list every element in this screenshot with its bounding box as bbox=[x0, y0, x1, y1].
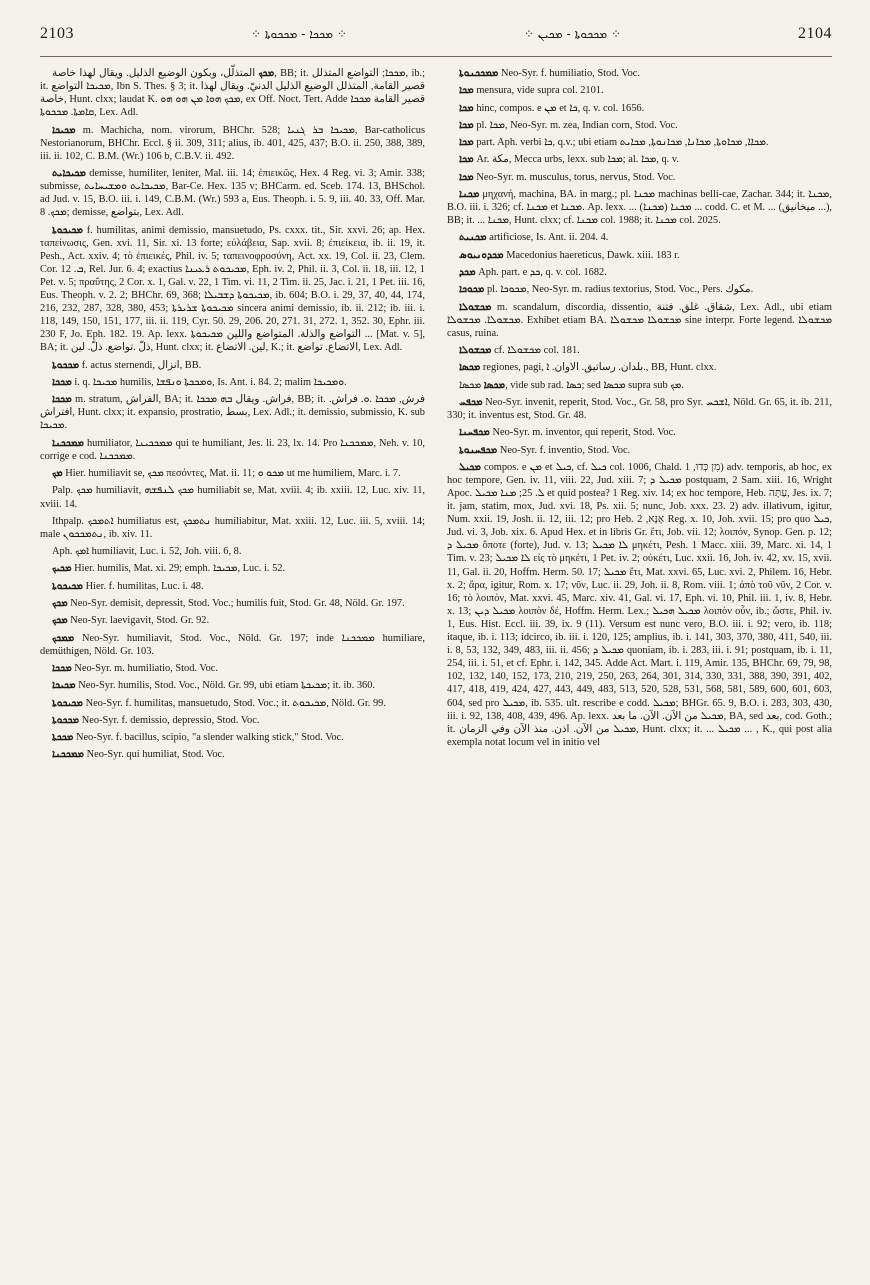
entry-headword: ܡܡܟܟ bbox=[52, 632, 75, 644]
entry-text: Neo-Syr. m. humiliatio, Stod. Voc. bbox=[74, 662, 219, 674]
dictionary-entry bbox=[40, 662, 425, 675]
entry-headword: ܡܟܟܘܬܐ bbox=[52, 714, 80, 726]
dictionary-entry bbox=[40, 748, 425, 761]
dictionary-entry bbox=[447, 67, 832, 80]
entry-headword: ܡܟܝܟܐܝܬ bbox=[52, 168, 86, 180]
entry-text: Neo-Syr. f. humiliatio, Stod. Voc. bbox=[500, 68, 640, 79]
entry-headword: ܡܟܝܟܘܬܐ bbox=[52, 580, 83, 592]
entry-headword: ܡܟ bbox=[52, 468, 63, 480]
entry-text: المتذلّل، وبكون الوضيع الذليل. ويقال لهذا خاصة, BB; it. ܡܟܟܐ; التواضع المتذلل, ib.; it. ܡܟܝܟܐ التواضع, Ibn S. Thes. § 3; it. قصير القامة, المتذلل الوضيع الذليل الدنيّ. ويقال لهذا خاصة, Hunt. clxx; laudat K. ܡܟܟ ܗܘܐ ܡܢ ܗܘ ܗܘ, ex Off. Noct. Tert. Adde قصير القامة ܡܟܟܐ ܩܐܡܬܐ. ܡܟܟܘܬܐ, Lex. Adl. bbox=[40, 68, 426, 119]
entry-text: pl. ܡܟܐ, Neo-Syr. m. zea, Indian corn, Stod. Voc. bbox=[476, 119, 678, 131]
entry-headword: ܡܟܐ bbox=[459, 85, 474, 97]
dictionary-entry bbox=[447, 84, 832, 97]
entry-text: Aph. ܐܡܟ humiliavit, Luc. i. 52, Joh. viii. 6, 8. bbox=[52, 546, 242, 558]
dictionary-entry bbox=[447, 171, 832, 184]
entry-text: μηχανή, machina, BA. in marg.; pl. ܡܟܢܐ machinas belli-cae, Zachar. 344; it. ܡܟܢܐ, B.O. iii. i. 326; cf. ܡܟܢܐ et ܡܟܢܐ. Ap. lexx. ... ܡܟܢܐ (ܡܟܢܐ) ... codd. C. et M. ... (ميخانيق ...), BB; it. ... ܡܟܢܐ, Hunt. clxx; cf. ܡܟܢܐ col. 1988; it. ܡܟܢܐ col. 2025. bbox=[447, 188, 832, 227]
dictionary-entry bbox=[40, 731, 425, 744]
entry-headword: ܡܟܣܐ bbox=[459, 362, 481, 374]
entry-headword: ܡܟܐ bbox=[459, 119, 474, 131]
entry-text: Hier. f. humilitas, Luc. i. 48. bbox=[85, 580, 204, 592]
entry-text: m. Machicha, nom. virorum, BHChr. 528; ܡܟܝܟܐ ܒܪ ܓܢܝܐ, Bar-catholicus Nestorianorum, BHChr. Eccl. § ii. 309, 311; alius, ib. 401, 425, 437; B.O. ii. 250, 388, 389, iii. ii. 102, C. B.M. (Wr.) 106 b, C.B.V. ii. 492. bbox=[40, 124, 425, 162]
dictionary-page bbox=[0, 12, 870, 1285]
entry-text: mensura, vide supra col. 2101. bbox=[476, 85, 604, 97]
entry-headword: ܡܟܟܐ bbox=[52, 394, 72, 406]
entry-text: Macedonius haereticus, Dawk. xiii. 183 r. bbox=[506, 249, 680, 261]
entry-text: ܡܟܣܐ, vide sub rad. ܟܣܐ; sed ܡܟܣܐ supra sub ܡܟ. bbox=[459, 379, 684, 391]
entry-text: Ithpalp. ܐܬܡܟܟ humiliatus est, ܢܬܡܟܟ humiliabitur, Mat. xxiii. 12, Luc. iii. 5, xviii. 14; male ܢܬܡܟܟܘܢ, ib. xiv. 11. bbox=[40, 515, 425, 540]
entry-headword: ܡܟܘܟܐ bbox=[459, 284, 485, 296]
entry-text: Neo-Syr. invenit, reperit, Stod. Voc., Gr. 58, pro Syr. ܐܫܟܚ, Nöld. Gr. 65, it. ib. 211, 330; it. inventus est, Stod. Gr. 48. bbox=[447, 396, 833, 421]
running-title-left: ⁘ ܡܟܟܐ - ܡܟܟܘܬܐ ⁘ bbox=[250, 26, 347, 41]
entry-text: m. scandalum, discordia, dissentio, شقاق. غلق. فتنة, Lex. Adl., ubi etiam ܡܟܫܘܠܐ. ܡܟܫܘܠܐ. Exhibet etiam BA. ܡܟܫܘܠܐ ܡܟܫܘܠܐ sine interpr. Forte legend. ܡܟܫܘܠܐ casus, ruina. bbox=[447, 301, 833, 339]
entry-headword: ܡܟܟ bbox=[258, 68, 275, 79]
entry-headword: ܡܟܟ bbox=[52, 615, 68, 627]
entry-headword: ܡܟܦܚܢܘܬܐ bbox=[459, 444, 498, 456]
dictionary-entry bbox=[447, 426, 832, 439]
entry-text: Neo-Syr. laevigavit, Stod. Gr. 92. bbox=[70, 615, 210, 627]
entry-text: i. q. ܡܟܝܟܐ humilis, ܘܡܟܟܬܐ ܘܢܦܫܐ, Is. Ant. i. 84. 2; malim ܘܡܟܝܟܐ. bbox=[74, 377, 347, 388]
entry-headword: ܡܟܦܚܢܐ bbox=[459, 427, 490, 439]
dictionary-entry bbox=[447, 361, 832, 374]
entry-text: hinc, compos. e ܡܢ et ܟܐ, q. v. col. 1656. bbox=[476, 102, 645, 114]
entry-headword: ܡܟܟ bbox=[52, 598, 68, 609]
running-title-right: ⁘ ܡܟܟܘܬܐ - ܡܟܝܢ ⁘ bbox=[523, 26, 622, 41]
entry-text: Hier. humilis, Mat. xi. 29; emph. ܡܟܝܟܐ, Luc. i. 52. bbox=[74, 563, 286, 575]
entry-text: Neo-Syr. m. inventor, qui reperit, Stod. Voc. bbox=[492, 427, 676, 439]
entry-headword: ܡܟܝܟܘܬܐ bbox=[52, 697, 83, 709]
entry-text: Ar. مكة, Mecca urbs, lexx. sub ܡܟܐ; al. ܡܟܐ, q. v. bbox=[476, 154, 679, 166]
page-number-right: 2104 bbox=[797, 25, 832, 42]
dictionary-entry bbox=[40, 545, 425, 558]
dictionary-entry bbox=[447, 153, 832, 166]
entry-text: Neo-Syr. f. humilitas, mansuetudo, Stod. Voc.; it. ܡܟܝܟܘܬ, Nöld. Gr. 99. bbox=[85, 697, 386, 709]
dictionary-entry bbox=[40, 597, 425, 610]
dictionary-entry bbox=[40, 697, 425, 710]
entry-headword: ܡܡܟܟܢܐ bbox=[52, 749, 84, 761]
entry-headword: ܡܟܫܘܠܐ bbox=[459, 345, 492, 357]
entry-text: regiones, pagi, بلدان. رساتيق. الاوان. ܐ., BB, Hunt. clxx. bbox=[482, 362, 717, 374]
entry-text: f. humilitas, animi demissio, mansuetudo, Ps. cxxx. tit., Sir. xxvi. 26; ap. Hex. ταπείνωσις, Gen. xvi. 11, Sir. xi. 13 forte; εὐλάβεια, Sap. xvii. 8; ἐπιείκεια, ib. ii. 19, it. Pesh., Act. xxiv. 4; τὸ ἐπιεικές, Phil. iv. 5; ταπεινοφροσύνη, Act. xx. 19, Col. ii. 23, Clem. Cor. ܒ. 12, Rel. Jur. 6. 4; exactius ܡܟܝܟܘܬ ܪܥܝܢܐ, Eph. iv. 2, Phil. ii. 3, Col. ii. 18, iii. 12, 1 Pet. v. 5; πραΰτης, 2 Cor. x. 1, Gal. v. 22, 1 Tim. vi. 11, 2 Tim. ii. 25, Jac. i. 21, 1 Pet. iii. 16, Eus. Theoph. v. 2. 2; BHChr. 69, 368; ܡܟܝܟܘܬܐ ܕܫܒܝܠܐ, ib. 604; B.O. i. 29, 37, 40, 44, 174, 216, 232, 287, 328, 380, 453; ܡܟܝܟܘܬܐ ܫܪܝܪܬܐ sincera animi demissio, ib. ii. 212; ib. iii. i. 118, 149, 150, 151, 177, iii. ii. 119, Cyr. 50. 29, 206. 20, 271. 31, 272. 1, 352. 30, Ephr. iii. 230 F, Jo. Eph. 182. 19. Ap. lexx. التواضع والذلة. المتواضع واللين ܡܟܝܟܘܬܐ ... [Mat. v. 5], BA; it. ذلّ .تواضع. ذلّ. لين, Hunt. clxx; it. لين. الاتضاع, K.; it. الاتضاع. تواضع, Lex. Adl. bbox=[40, 224, 426, 354]
dictionary-entry bbox=[40, 67, 425, 119]
entry-headword: ܡܟܐ bbox=[459, 102, 474, 114]
entry-text: Neo-Syr. f. bacillus, scipio, "a slender walking stick," Stod. Voc. bbox=[75, 732, 344, 744]
dictionary-entry bbox=[40, 124, 425, 163]
page-number-left: 2103 bbox=[40, 25, 74, 42]
entry-headword: ܡܟܐ bbox=[459, 171, 474, 183]
columns bbox=[40, 67, 832, 766]
dictionary-entry bbox=[40, 614, 425, 627]
entry-headword: ܡܟܝܟ bbox=[52, 563, 72, 575]
dictionary-entry bbox=[447, 461, 832, 749]
entry-headword: ܡܟܟܐ bbox=[52, 377, 72, 388]
entry-headword: ܡܟܟܘܬܐ bbox=[52, 359, 80, 371]
entry-text: artificiose, Is. Ant. ii. 204. 4. bbox=[489, 232, 609, 244]
entry-headword: ܡܟܝܟܘܬܐ bbox=[52, 224, 83, 236]
entry-text: Hier. humiliavit se, ܡܟܟ πεσόντες, Mat. ii. 11; ܡܟܘ ܘ ut me humiliem, Marc. i. 7. bbox=[65, 468, 401, 480]
dictionary-entry bbox=[40, 224, 425, 355]
dictionary-entry bbox=[40, 632, 425, 658]
dictionary-entry bbox=[447, 379, 832, 392]
entry-text: m. stratum, الفراش, BA; it. فراش. ويقال ܒܗ ܡܟܟܐ, BB; it. فرش, ܡܟܟܐ .ܘ. فراش. افتراش, Hunt. clxx; it. expansio, prostratio, بسط, Lex. Adl.; it. demissio, submissio, K. sub ܡܟܝܟܐ. bbox=[40, 394, 425, 432]
dictionary-entry bbox=[447, 231, 832, 244]
dictionary-entry bbox=[40, 376, 425, 389]
dictionary-entry bbox=[447, 283, 832, 296]
entry-headword: ܡܟܝܠ bbox=[459, 461, 481, 473]
entry-text: part. Aph. verbi ܟܐ, q.v.; ubi etiam ܡܟܐܐ, ܡܟܐܘܬܐ, ܡܟܐܢܐ, ܡܟܐܢܘܬܐ, ܡܟܐܝܬ. bbox=[476, 137, 769, 149]
entry-text: demisse, humiliter, leniter, Mal. iii. 14; ἐπιεικῶς, Hex. 4 Reg. vi. 3; Amir. 338; submisse, ܡܟܝܟܐܝܬ ܘܡܫܝܚܐܝܬ, Bar-Ce. Hex. 135 v; BHCarm. ed. Sceb. 174. 13, BHSchol. ad Jud. v. 15, B.O. iii. i. 149, C.B.M. (Wr.) 593 a, Eus. Theoph. i. 5. 9, iii. 40. 33, Off. Mar. ܡܟܟ. 8; demisse, بتواضع, Lex. Adl. bbox=[40, 168, 425, 219]
dictionary-entry bbox=[447, 344, 832, 357]
dictionary-entry bbox=[447, 444, 832, 457]
left-column bbox=[40, 67, 425, 766]
entry-text: Neo-Syr. qui humiliat, Stod. Voc. bbox=[86, 749, 225, 761]
entry-headword: ܡܡܟܟܢܐ bbox=[52, 437, 84, 449]
entry-text: Aph. part. e ܟܕ, q. v. col. 1682. bbox=[478, 267, 607, 278]
entry-text: pl. ܡܟܘܟܐ, Neo-Syr. m. radius textorius, Stod. Voc., Pers. مكوك. bbox=[486, 284, 754, 296]
entry-headword: ܡܡܟܟܢܘܬܐ bbox=[459, 68, 499, 79]
dictionary-entry bbox=[40, 437, 425, 463]
entry-text: f. actus sternendi, انزال, BB. bbox=[81, 359, 202, 371]
dictionary-entry bbox=[447, 102, 832, 115]
dictionary-entry bbox=[447, 266, 832, 279]
dictionary-entry bbox=[40, 679, 425, 692]
entry-headword: ܡܟܝܟܐ bbox=[52, 680, 76, 692]
entry-headword: ܡܟܢܝܬ bbox=[459, 232, 487, 244]
entry-text: cf. ܡܟܫܘܠܐ col. 181. bbox=[494, 345, 580, 357]
entry-headword: ܡܟܣܐ bbox=[483, 379, 506, 391]
entry-headword: ܡܟܢܐ bbox=[459, 188, 480, 200]
entry-headword: ܡܟܐ bbox=[459, 154, 474, 166]
entry-text: humiliator, ܡܡܟܟܝܢܐ qui te humiliant, Jes. li. 23, lx. 14. Pro ܡܡܟܟܢܐ, Neh. v. 10, corrige e cod. ܡܡܟܟܢܐ. bbox=[40, 437, 425, 462]
entry-headword: ܡܟܟܬܐ bbox=[52, 732, 74, 744]
dictionary-entry bbox=[447, 249, 832, 262]
entry-text: Neo-Syr. demisit, depressit, Stod. Voc.; humilis fuit, Stod. Gr. 48, Nöld. Gr. 197. bbox=[70, 598, 405, 609]
right-column bbox=[447, 67, 832, 766]
dictionary-entry bbox=[40, 359, 425, 372]
entry-text: Neo-Syr. f. inventio, Stod. Voc. bbox=[499, 444, 631, 456]
entry-headword: ܡܟܫܘܠܐ bbox=[459, 301, 492, 313]
entry-text: Neo-Syr. f. demissio, depressio, Stod. Voc. bbox=[81, 714, 260, 726]
dictionary-entry bbox=[40, 484, 425, 510]
dictionary-entry bbox=[447, 119, 832, 132]
dictionary-entry bbox=[40, 562, 425, 575]
dictionary-entry bbox=[40, 467, 425, 480]
dictionary-entry bbox=[40, 167, 425, 219]
entry-text: compos. e ܡܢ et ܟܝܠ, cf. ܟܝܠ col. 1006, Chald. מִן כְּדוּ, 1) adv. temporis, ab hoc, ex hoc tempore, Gen. iv. 11, viii. 22, Jud. xiii. 7; ܡܟܝܠ ܕ postquam, 2 Sam. xiii. 16, Wright Apoc. ܠ. 25; ܡܢܐ ܡܟܝܠ et quid postea? 1 Reg. xiv. 14; ex hoc tempore, Heb. עַתָּה, Jes. ix. 7; it. jam, statim, mox, Jud. xvi. 18, Ps. xii. 5; nunc, Job. xxx. 23. 2) adv. illativum, igitur, Num. xxii. 19, Josh. ii. 12, iii. 12; pro Heb. אָנָּא, 2 Reg. x. 10, Joh. xvii. 15; pro quo ܟܝܠ, Jud. vi. 3, Job. xix. 6. Apud Hex. et in libris Gr. ἔτι, Job. vii. 12; λοιπόν, Synop. Gen. p. 12; ܡܟܝܠ ܕ ὅποτε (forte), Jud. v. 13; ܠܐ ܡܟܝܠ μηκέτι, Pesh. 1 Macc. xiii. 39, Marc. xi. 14, 1 Tim. v. 23; ܠܐ ܡܟܝܠ εἰς τὸ μηκέτι, 1 Pet. iv. 2; οὐκέτι, Luc. xxii. 16, Joh. iv. 42, xv. 15, xvii. 11, Gal. ii. 20, Hoffm. Herm. 50. 17; ܡܟܝܠ ἔτι, Mat. xxvi. 65, Luc. xvi. 2, Philem. 16, Hebr. x. 2; ἄρα, igitur, Rom. x. 17; νῦν, Luc. ii. 29, Joh. ii. 8, Rom. viii. 1; ἀπὸ τοῦ νῦν, 2 Cor. v. 16; τὸ λοιπόν, Mat. xxvi. 45, Marc. xiv. 41, Gal. vi. 17, Eph. vi. 10, Phil. iii. 1, iv. 8, Hebr. x. 13; ܡܟܝܠ ܕܝܢ λοιπὸν δέ, Hoffm. Herm. Lex.; ܡܟܝܠ ܗܟܝܠ λοιπὸν οὖν, ib.; ὥστε, Phil. iv. 1, Eus. Hist. Eccl. iii. 39, ix. 9 (11). Versum est nunc vero, B.O. iii. i. 92; vero, ib. 118; itaque, ib. i. 113; idcirco, ib. iii. i. 120, 125; amplius, ib. i. 141, 303, 370, 380, 411, 540, iii. i. 8, 53, 132, 349, 483, iii. ii. 456; ܡܟܝܠ ܕ quoniam, ib. i. 283, iii. i. 91; postquam, ib. i. 11, 254, iii. i. 51, et cf. Ephr. i. 142, 345. Adde Act. Mart. i. 119, Amir. 135, BHChr. 69, 79, 98, 102, 132, 140, 152, 173, 210, 219, 250, 263, 264, 301, 314, 330, 331, 388, 390, 391, 402, 417, 418, 419, 424, 427, 443, 449, 483, 513, 520, 528, 531, 568, 581, 589, 600, 601, 603, 604, sed pro ܡܟܝܠ, ib. 535. ult. rescribe e codd. ܡܟܝܠ; BHGr. 65. 9, B.O. i. 283, 303, 430, iii. i. 92, 138, 408, 439, 496. Ap. lexx. ܡܟܝܠ من الآن. الآن. ما بعد, BA, sed بعد, cod. Goth.; it. ܡܟܝܠ من الآن. اذن. منذ الآن وفي الزمان, Hunt. clxx; it. ... ܡܟܝܠ ... , K., qui post alia exempla notat locum vel in initio vel bbox=[447, 461, 833, 748]
dictionary-entry bbox=[40, 580, 425, 593]
entry-headword: ܡܟܟܐ bbox=[52, 662, 72, 674]
dictionary-entry bbox=[447, 301, 832, 340]
entry-text: Palp. ܡܟܟ humiliavit, ܡܟܟ ܠܢܦܫܗ humiliabit se, Mat. xviii. 4; ib. xxiii. 12, Luc. xiv. 11, xviii. 14. bbox=[40, 485, 425, 510]
entry-text: Neo-Syr. m. musculus, torus, nervus, Stod. Voc. bbox=[476, 171, 676, 183]
entry-headword: ܡܟܦܚ bbox=[459, 396, 483, 408]
dictionary-entry bbox=[40, 515, 425, 541]
entry-headword: ܡܟܕ bbox=[459, 267, 476, 278]
dictionary-entry bbox=[447, 396, 832, 422]
dictionary-entry bbox=[447, 188, 832, 227]
dictionary-entry bbox=[40, 714, 425, 727]
entry-headword: ܡܟܕܘܢܝܘܣ bbox=[459, 249, 504, 261]
dictionary-entry bbox=[40, 393, 425, 432]
entry-text: Neo-Syr. humilis, Stod. Voc., Nöld. Gr. 99, ubi etiam ܡܟܝܟܬܐ; it. ib. 360. bbox=[78, 680, 376, 692]
entry-text: Neo-Syr. humiliavit, Stod. Voc., Nöld. Gr. 197; inde ܡܡܟܟܢܐ humiliare, demüthigen, Nöld. Gr. 103. bbox=[40, 632, 425, 657]
running-header bbox=[40, 12, 832, 57]
entry-headword: ܡܟܝܟܐ bbox=[52, 124, 76, 136]
dictionary-entry bbox=[447, 136, 832, 149]
entry-headword: ܡܟܐ bbox=[459, 137, 474, 149]
